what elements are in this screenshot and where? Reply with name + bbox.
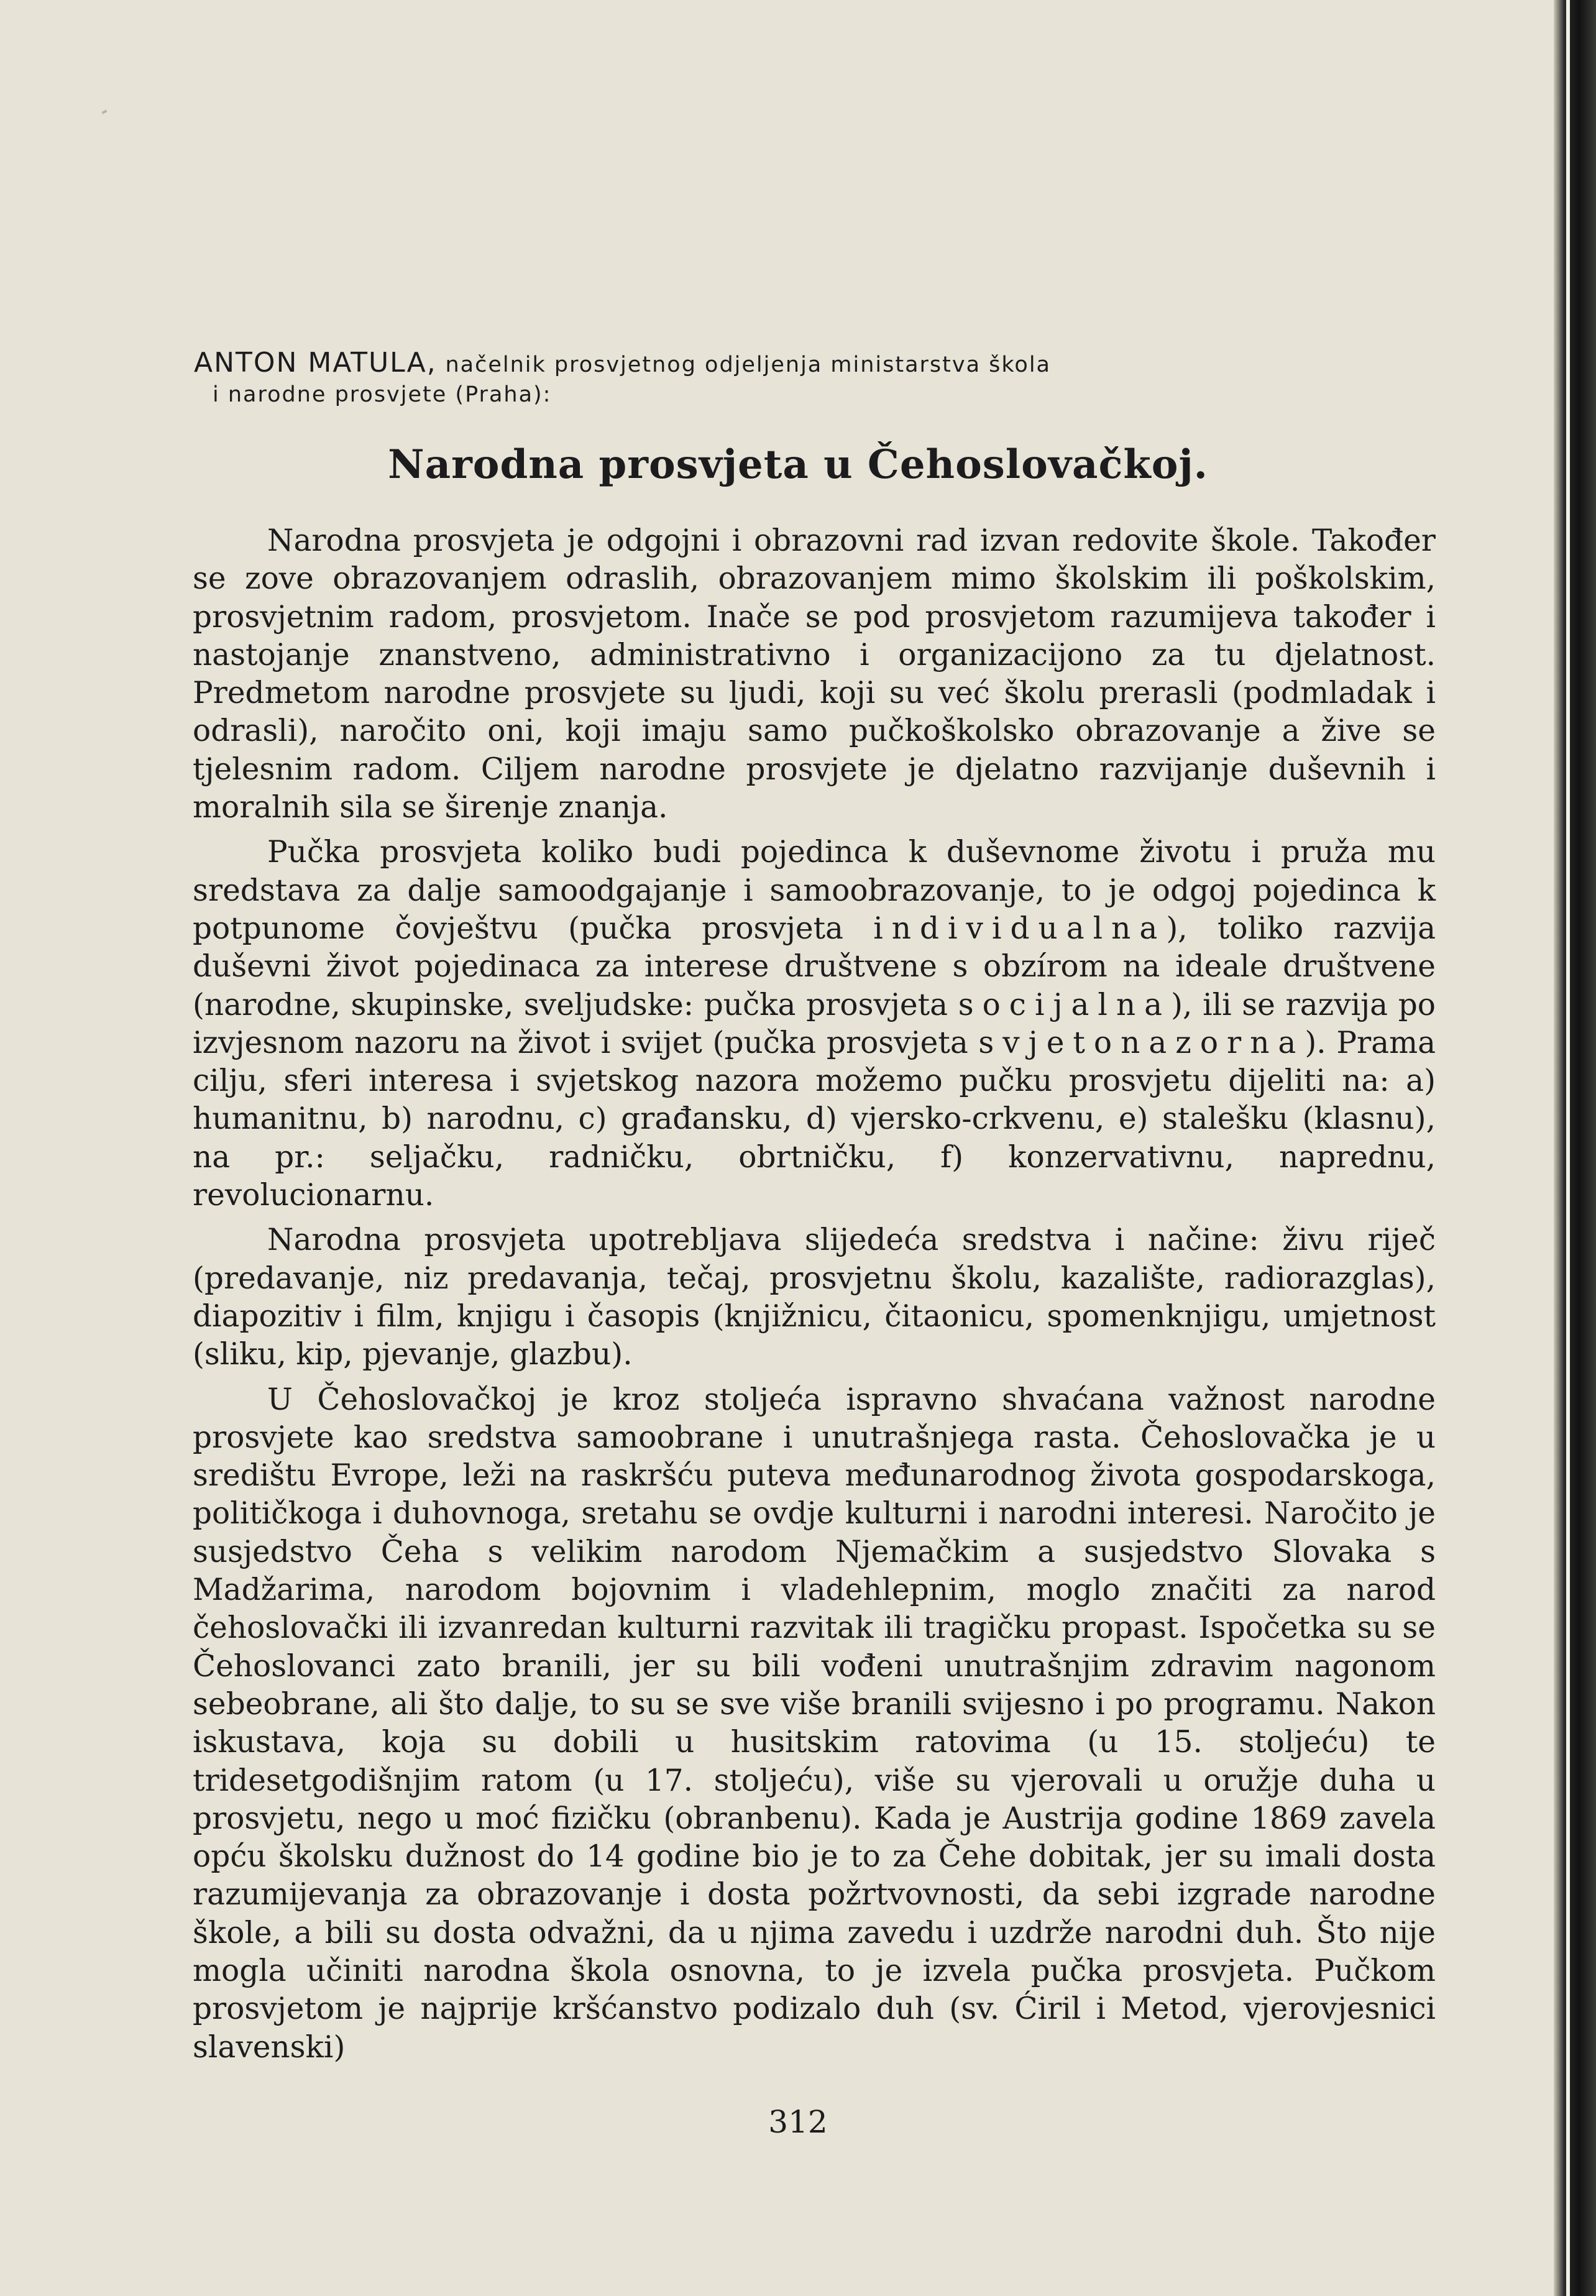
spaced-term-individualna: individualna [873,911,1167,946]
paragraph-2-part-2: ), toliko razvija duševni život pojedinaca za interese društvene s obzírom na ideale društvene (narodne, skupinske, sveljudske: pučka prosvjeta [193,911,1436,1022]
paragraph-3: Narodna prosvjeta upotrebljava slijedeća sredstva i načine: živu riječ (predavanje, niz predavanja, tečaj, prosvjetnu školu, kazalište, radiorazglas), diapozitiv i film, knjigu i časopis (knjižnicu, čitaonicu, spomenknjigu, umjetnost (sliku, kip, pjevanje, glazbu). [193,1223,1436,1372]
article-title: Narodna prosvjeta u Čehoslovačkoj. [388,441,1208,488]
author-role: načelnik prosvjetnog odjeljenja ministarstva škola [445,352,1051,377]
page-number: 312 [768,2104,828,2140]
author-line [194,348,1313,410]
article-body [193,522,1436,2067]
paragraph-2-part-4: ). Prama cilju, sferi interesa i svjetskog nazora možemo pučku prosvjetu dijeliti na: a) humanitnu, b) narodnu, c) građansku, d) vjersko-crkvenu, e) stalešku (klasnu), na pr.: seljačku, radničku, obrtničku, f) konzervativnu, naprednu, revolucionarnu. [193,1025,1436,1213]
paragraph-2-part-3: ), ili se razvija po izvjesnom nazoru na život i svijet (pučka prosvjeta [193,987,1436,1060]
author-role-continued: i narodne prosvjete (Praha): [213,382,552,407]
spaced-term-svjetonazorna: svjetonazorna [978,1025,1305,1060]
book-spine-edge [1554,0,1596,2296]
paper-speck [102,109,108,114]
paragraph-2-part-1: Pučka prosvjeta koliko budi pojedinca k duševnome životu i pruža mu sredstava za dalje samoodgajanje i samoobrazovanje, to je odgoj pojedinca k potpunome čovještvu (pučka prosvjeta [193,835,1436,946]
author-name: ANTON MATULA, [194,347,437,379]
spaced-term-socijalna: socijalna [958,987,1172,1022]
paragraph-4: U Čehoslovačkoj je kroz stoljeća ispravno shvaćana važnost narodne prosvjete kao sredstva samoobrane i unutrašnjega rasta. Čehoslovačka je u središtu Evrope, leži na raskršću puteva međunarodnog života gospodarskoga, političkoga i duhovnoga, sretahu se ovdje kulturni i narodni interesi. Naročito je susjedstvo Čeha s velikim narodom Njemačkim a susjedstvo Slovaka s Madžarima, narodom bojovnim i vladehlepnim, moglo značiti za narod čehoslovački ili izvanredan kulturni razvitak ili tragičku propast. Ispočetka su se Čehoslovanci zato branili, jer su bili vođeni unutrašnjim zdravim nagonom sebeobrane, ali što dalje, to su se sve više branili svijesno i po programu. Nakon iskustava, koja su dobili u husitskim ratovima (u 15. stoljeću) te tridesetgodišnjim ratom (u 17. stoljeću), više su vjerovali u oružje duha u prosvjetu, nego u moć fizičku (obranbenu). Kada je Austrija godine 1869 zavela opću školsku dužnost do 14 godine bio je to za Čehe dobitak, jer su imali dosta razumijevanja za obrazovanje i dosta požrtvovnosti, da sebi izgrade narodne škole, a bili su dosta odvažni, da u njima zavedu i uzdrže narodni duh. Što nije mogla učiniti narodna škola osnovna, to je izvela pučka prosvjeta. Pučkom prosvjetom je najprije kršćanstvo podizalo duh (sv. Ćiril i Metod, vjerovjesnici slavenski) [193,1382,1436,2065]
paragraph-1: Narodna prosvjeta je odgojni i obrazovni rad izvan redovite škole. Također se zove obrazovanjem odraslih, obrazovanjem mimo školskim ili poškolskim, prosvjetnim radom, prosvjetom. Inače se pod prosvjetom razumijeva također i nastojanje znanstveno, administrativno i organizacijono za tu djelatnost. Predmetom narodne prosvjete su ljudi, koji su već školu prerasli (podmladak i odrasli), naročito oni, koji imaju samo pučkoškolsko obrazovanje a žive se tjelesnim radom. Ciljem narodne prosvjete je djelatno razvijanje duševnih i moralnih sila se širenje znanja. [193,523,1436,825]
paragraph-2 [193,833,1436,1215]
page-edge-highlight [1566,0,1570,2296]
